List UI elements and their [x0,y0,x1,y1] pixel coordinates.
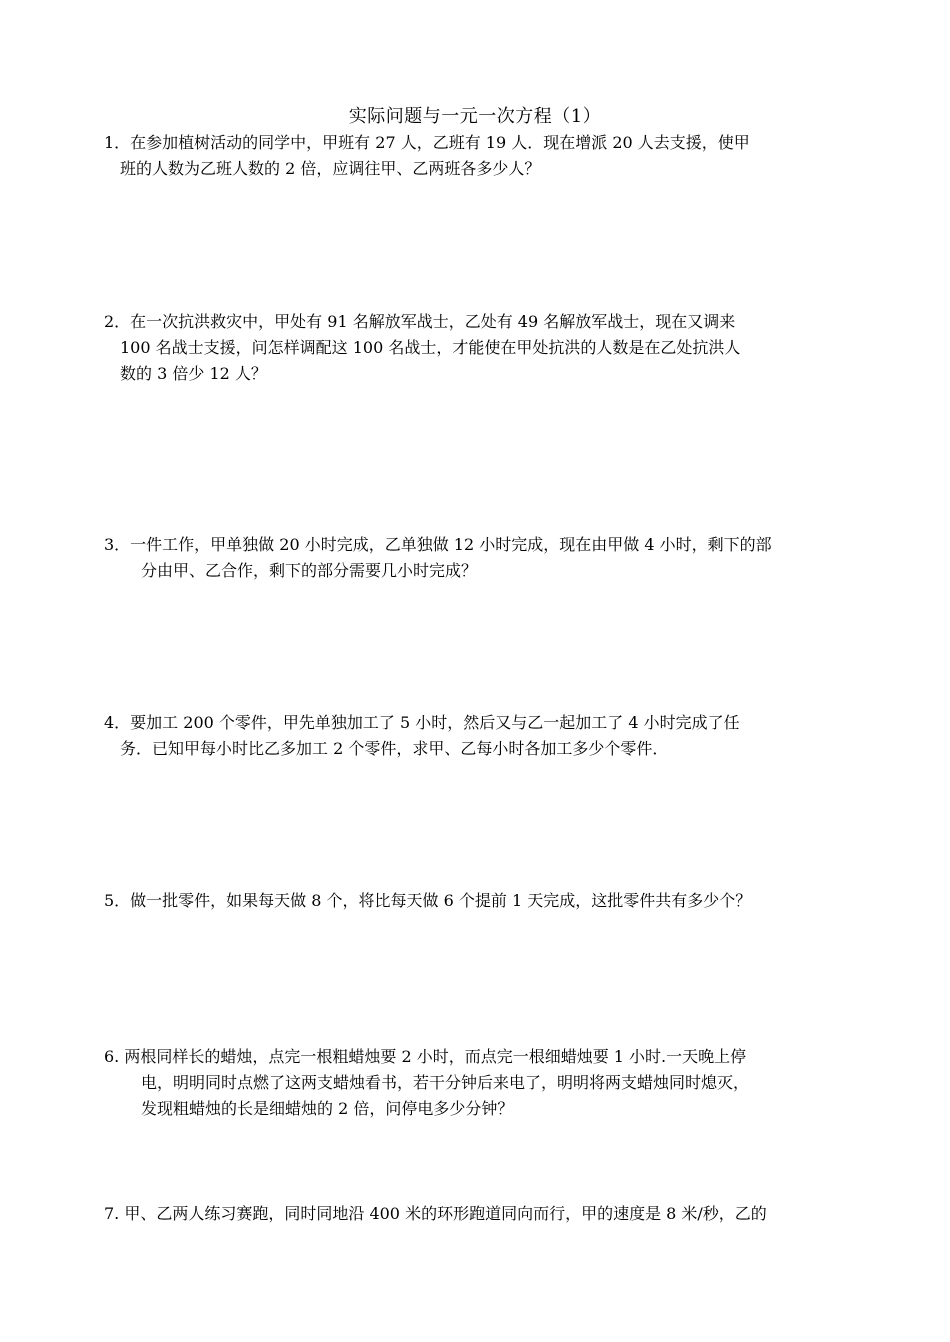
problem-line: 3．一件工作，甲单独做 20 小时完成，乙单独做 12 小时完成，现在由甲做 4 小时，剩下的部 [104,535,772,554]
problem-line: 发现粗蜡烛的长是细蜡烛的 2 倍，问停电多少分钟？ [141,1099,514,1118]
page-title: 实际问题与一元一次方程（1） [348,106,602,127]
problem-line: 分由甲、乙合作，剩下的部分需要几小时完成？ [141,561,478,580]
problem-7 [104,1201,849,1227]
problem-line: 7. 甲、乙两人练习赛跑，同时同地沿 400 米的环形跑道同向而行，甲的速度是 8 米/秒，乙的 [104,1204,767,1223]
problem-line: 数的 3 倍少 12 人？ [120,364,267,383]
problem-4 [104,710,849,762]
problem-line: 4．要加工 200 个零件，甲先单独加工了 5 小时，然后又与乙一起加工了 4 小时完成了任 [104,713,740,732]
problem-line: 100 名战士支援，问怎样调配这 100 名战士，才能使在甲处抗洪的人数是在乙处抗洪人 [120,338,741,357]
problem-2 [104,309,849,387]
problem-1 [104,130,849,182]
problem-line: 1．在参加植树活动的同学中，甲班有 27 人，乙班有 19 人．现在增派 20 人去支援，使甲 [104,133,750,152]
problem-6 [104,1044,849,1122]
problem-line: 5．做一批零件，如果每天做 8 个，将比每天做 6 个提前 1 天完成，这批零件共有多少个？ [104,891,752,910]
problem-line: 6. 两根同样长的蜡烛，点完一根粗蜡烛要 2 小时，而点完一根细蜡烛要 1 小时.一天晚上停 [104,1047,747,1066]
problem-5 [104,888,849,914]
problem-3 [104,532,849,584]
problem-line: 电，明明同时点燃了这两支蜡烛看书，若干分钟后来电了，明明将两支蜡烛同时熄灭， [141,1073,750,1092]
problem-line: 2．在一次抗洪救灾中，甲处有 91 名解放军战士，乙处有 49 名解放军战士，现在又调来 [104,312,736,331]
problem-line: 班的人数为乙班人数的 2 倍，应调往甲、乙两班各多少人？ [120,159,541,178]
problem-line: 务．已知甲每小时比乙多加工 2 个零件，求甲、乙每小时各加工多少个零件． [120,739,669,758]
